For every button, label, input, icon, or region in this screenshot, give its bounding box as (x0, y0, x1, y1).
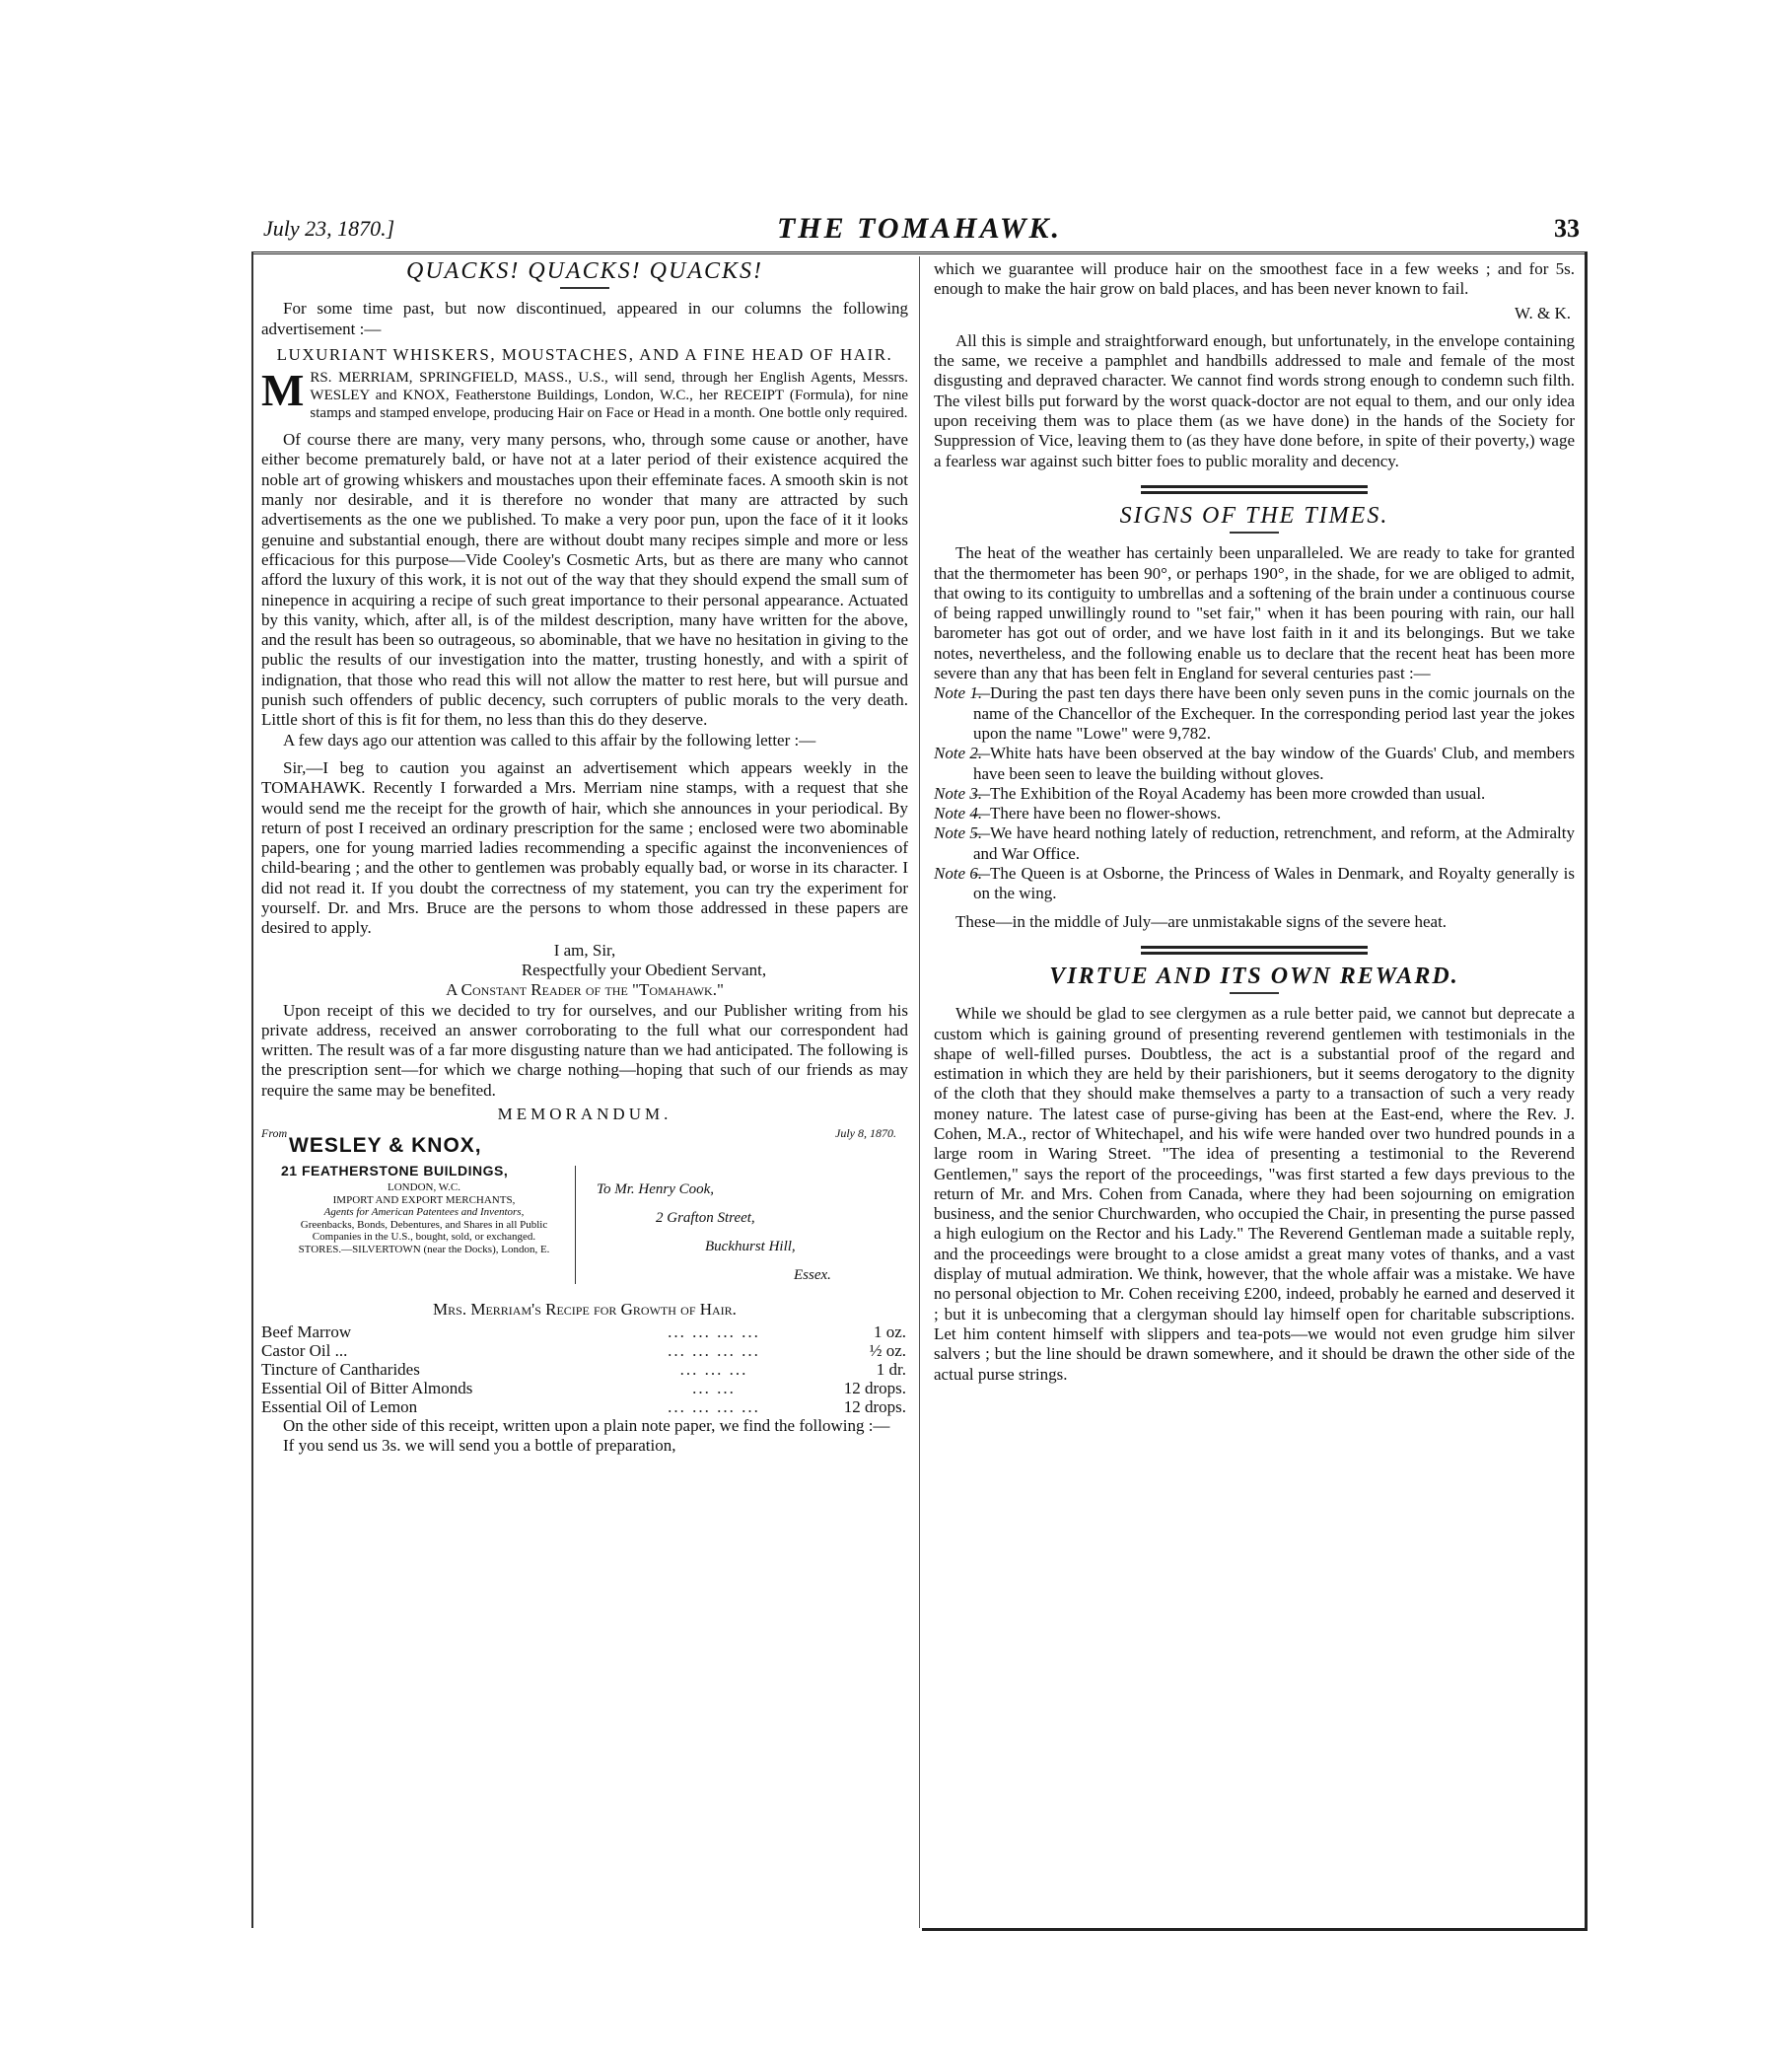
recipe-ingredient: Essential Oil of Lemon (261, 1396, 418, 1416)
memo-line: STORES.—SILVERTOWN (near the Docks), London, E. (298, 1243, 550, 1255)
page-header (251, 212, 1588, 254)
memo-date: July 8, 1870. (835, 1126, 896, 1141)
note-text: —There have been no flower-shows. (973, 804, 1222, 823)
note-item (934, 744, 1575, 784)
note-label: Note 1. (934, 683, 983, 703)
recipe-row (261, 1360, 908, 1379)
article-title-signs: SIGNS OF THE TIMES. (1119, 502, 1389, 529)
note-text: —White hats have been observed at the bay window of the Guards' Club, and members have been seen to leave the building without gloves. (973, 744, 1575, 783)
memo-to-line: To Mr. Henry Cook, (597, 1181, 715, 1198)
quacks-paragraph-6: All this is simple and straightforward enough, but unfortunately, in the envelope containing the same, we receive a pamphlet and handbills addressed to male and female of the most disgusting and depraved character. We cannot find words strong enough to condemn such filth. The vilest bills put forward by the worst quack-doctor are not equal to them, and our only idea upon receiving them was to place them (as we have done) in the hands of the Society for Suppression of Vice, leaving them to (as they have done before, in spite of their poverty,) wage a fearless war against such bitter foes to public morality and decency. (934, 330, 1575, 470)
right-column (934, 259, 1575, 1385)
recipe-amount: 1 oz. (873, 1322, 906, 1341)
memo-bracket (575, 1166, 576, 1284)
memo-line: Agents for American Patentees and Inventors, (323, 1206, 525, 1219)
recipe-table (261, 1322, 908, 1416)
memo-from: From (261, 1126, 288, 1141)
note-text: —The Queen is at Osborne, the Princess of Wales in Denmark, and Royalty generally is on the wing. (973, 864, 1575, 903)
note-label: Note 4. (934, 804, 983, 823)
recipe-ingredient: Castor Oil ... (261, 1340, 348, 1360)
quacks-intro: For some time past, but now discontinued, appeared in our columns the following advertisement :— (261, 299, 908, 338)
note-text: —During the past ten days there have been only seven puns in the comic journals on the name of the Chancellor of the Exchequer. In the corresponding period last year the jokes upon the name "Lowe" were 9,782. (973, 683, 1575, 743)
left-column (261, 259, 908, 1456)
recipe-ingredient: Tincture of Cantharides (261, 1359, 420, 1379)
memo-line: IMPORT AND EXPORT MERCHANTS, (332, 1193, 516, 1206)
signs-notes (934, 683, 1575, 903)
memorandum (261, 1126, 908, 1298)
memo-to-line: Essex. (794, 1267, 831, 1284)
memo-firm: WESLEY & KNOX, (289, 1134, 482, 1158)
note-label: Note 6. (934, 864, 983, 884)
advert-title: LUXURIANT WHISKERS, MOUSTACHES, AND A FINE HEAD OF HAIR. (276, 344, 893, 364)
recipe-ingredient: Beef Marrow (261, 1322, 352, 1341)
note-item (934, 804, 1575, 823)
recipe-leader: ... ... ... ... (668, 1322, 760, 1341)
recipe-ingredient: Essential Oil of Bitter Almonds (261, 1378, 473, 1397)
bottom-border (922, 1928, 1588, 1931)
note-item (934, 683, 1575, 744)
recipe-row (261, 1322, 908, 1341)
memo-line: Greenbacks, Bonds, Debentures, and Shares in all Public Companies in the U.S., bought, sold, or exchanged. (300, 1218, 548, 1244)
recipe-amount: 12 drops. (843, 1378, 906, 1397)
advert-text: RS. MERRIAM, SPRINGFIELD, MASS., U.S., will send, through her English Agents, Messrs. WESLEY and KNOX, Featherstone Buildings, London, W.C., her RECEIPT (Formula), for nine stamps and stamped envelope, producing Hair on Face or Head in a month. One bottle only required. (310, 370, 908, 422)
recipe-row (261, 1341, 908, 1360)
quacks-paragraph-1: Of course there are many, very many persons, who, through some cause or another, have either become prematurely bald, or have not at a later period of their existence acquired the noble art of growing whiskers and moustaches upon their effeminate faces. A smooth skin is not manly nor desirable, and it is therefore no wonder that many are attracted by such advertisements as the one we published. To make a very poor pun, upon the face of it it looks genuine and substantial enough, there are without doubt many recipes simple and more or less efficacious for this purpose—Vide Cooley's Cosmetic Arts, but as there are many who cannot afford the luxury of this work, it is not out of the way that they should expend the small sum of ninepence in acquiring a recipe of such great importance to their personal appearance. Actuated by this vanity, which, after all, is of the mildest description, many have written for the above, and the result has been so outrageous, so abominable, that we have no hesitation in giving to the public the results of our investigation into the matter, trusting honestly, and with a spirit of indignation, that those who read this will not allow the matter to rest here, but will pursue and punish such offenders of public decency, such corrupters of public morals to the very death. Little short of this is fit for them, no less than this do they deserve. (261, 430, 908, 730)
letter-signature: A Constant Reader of the "Tomahawk." (446, 980, 724, 1000)
advert-body (261, 365, 908, 422)
quacks-paragraph-3: Upon receipt of this we decided to try for ourselves, and our Publisher writing from his private address, received an answer corroborating to the full what our correspondent had written. The result was of a far more disgusting nature than we had anticipated. The following is the prescription sent—for which we charge nothing—hoping that such of our friends as may require the same may be benefited. (261, 1000, 908, 1100)
memo-to-line: Buckhurst Hill, (705, 1239, 796, 1255)
note-label: Note 3. (934, 783, 983, 803)
left-border (251, 251, 253, 1928)
recipe-amount: ½ oz. (869, 1340, 906, 1360)
letter-salutation: I am, Sir, (553, 940, 616, 960)
recipe-amount: 12 drops. (843, 1396, 906, 1416)
issue-date: July 23, 1870.] (263, 216, 395, 241)
column-divider (919, 256, 920, 1928)
quacks-paragraph-2: A few days ago our attention was called to this affair by the following letter :— (283, 730, 816, 750)
article-title-quacks: QUACKS! QUACKS! QUACKS! (406, 258, 763, 284)
recipe-leader: ... ... ... ... (668, 1340, 760, 1360)
recipe-title: Mrs. Merriam's Recipe for Growth of Hair. (433, 1300, 737, 1320)
quacks-paragraph-5: If you send us 3s. we will send you a bottle of preparation, (283, 1435, 676, 1455)
signs-paragraph-2: These—in the middle of July—are unmistakable signs of the severe heat. (955, 911, 1448, 931)
recipe-amount: 1 dr. (876, 1359, 906, 1379)
note-text: —We have heard nothing lately of reduction, retrenchment, and reform, at the Admiralty and War Office. (973, 823, 1575, 863)
masthead: THE TOMAHAWK. (776, 212, 1063, 245)
quacks-paragraph-5-continued: which we guarantee will produce hair on the smoothest face in a few weeks ; and for 5s. enough to make the hair grow on bald places, and has been never known to fail. (934, 259, 1575, 299)
advert-dropcap: M (261, 365, 305, 416)
memo-recipient (597, 1176, 892, 1290)
recipe-leader: ... ... ... (679, 1359, 748, 1379)
recipe-row (261, 1379, 908, 1397)
note-text: —The Exhibition of the Royal Academy has been more crowded than usual. (973, 783, 1486, 803)
note-item (934, 784, 1575, 804)
title-rule (1230, 992, 1279, 994)
memo-title: MEMORANDUM. (497, 1104, 672, 1123)
memo-address: 21 FEATHERSTONE BUILDINGS, (281, 1163, 509, 1179)
memo-to-line: 2 Grafton Street, (656, 1210, 755, 1227)
note-item (934, 823, 1575, 864)
quacks-paragraph-4: On the other side of this receipt, written upon a plain note paper, we find the following :— (283, 1415, 890, 1435)
signature-wk: W. & K. (1515, 303, 1571, 322)
section-rule (1141, 485, 1368, 494)
newspaper-page (251, 212, 1588, 1933)
note-label: Note 2. (934, 744, 983, 763)
recipe-leader: ... ... ... ... (668, 1396, 760, 1416)
section-rule (1141, 946, 1368, 955)
recipe-leader: ... ... (692, 1378, 736, 1397)
virtue-paragraph-1: While we should be glad to see clergymen as a rule better paid, we cannot but deprecate a custom which is gaining ground of presenting reverend gentlemen with testimonials in the shape of well-filled purses. Doubtless, the act is a substantial proof of the regard and estimation in which they are held by their parishioners, but it seems derogatory to the dignity of the cloth that they should make themselves a party to a transaction of such a very ready money nature. The latest case of purse-giving has been at the East-end, where the Rev. J. Cohen, M.A., rector of Whitechapel, and his wife were handed over two hundred pounds in a large room in Waring Street. "The idea of presenting a testimonial to the Reverend Gentlemen," says the report of the proceedings, "was first started a few days previous to the return of Mr. and Mrs. Cohen from Canada, where they had been sojourning on emigration business, and the senior Churchwarden, who occupied the Chair, in presenting the purse passed a high eulogium on the Rector and his Lady." The Reverend Gentleman made a suitable reply, and the proceedings were brought to a close amidst a great many votes of thanks, and a vast display of mutual admiration. We think, however, that the whole affair was a mistake. We have no personal objection to Mr. Cohen receiving £200, indeed, probably he earned and deserved it ; but it is unbecoming that a clergyman should lay himself open for charitable subscriptions. Let him content himself with slippers and tea-pots—we would not even grudge him silver salvers ; but the line should be drawn somewhere, and it should be drawn the other side of the actual purse strings. (934, 1004, 1575, 1384)
title-rule (560, 287, 609, 289)
recipe-row (261, 1397, 908, 1416)
signs-paragraph-1: The heat of the weather has certainly been unparalleled. We are ready to take for granted that the thermometer has been 90°, or perhaps 190°, in the shade, for we are obliged to admit, that owing to its contiguity to umbrellas and a softening of the brain under a continuous course of being rapped unwillingly round to "set fair," when it has been pouring with rain, our hall barometer has got out of order, and we have lost faith in it and its belongings. But we take notes, nevertheless, and the following enable us to declare that the recent heat has been more severe than any that has been felt in England for several centuries past :— (934, 543, 1575, 683)
page-number: 33 (1554, 214, 1580, 243)
memo-firm-details (281, 1181, 567, 1255)
article-title-virtue: VIRTUE AND ITS OWN REWARD. (1049, 963, 1459, 989)
letter-closing: Respectfully your Obedient Servant, (521, 960, 767, 979)
note-label: Note 5. (934, 823, 983, 843)
title-rule (1230, 532, 1279, 534)
right-border (1585, 251, 1588, 1928)
note-item (934, 864, 1575, 904)
letter-body: Sir,—I beg to caution you against an advertisement which appears weekly in the TOMAHAWK. Recently I forwarded a Mrs. Merriam nine stamps, with a request that she would send me the receipt for the growth of hair, which she announces in your periodical. By return of post I received an ordinary prescription for the same ; enclosed were two abominable papers, one for young married ladies recommending a specific against the inconveniences of child-bearing ; and the other to gentlemen was probably equally bad, or worse in its character. I did not read it. If you doubt the correctness of my statement, you can try the experiment for yourself. Dr. and Mrs. Bruce are the persons to whom those addressed in these papers are desired to apply. (261, 757, 908, 938)
memo-line: LONDON, W.C. (388, 1181, 460, 1194)
